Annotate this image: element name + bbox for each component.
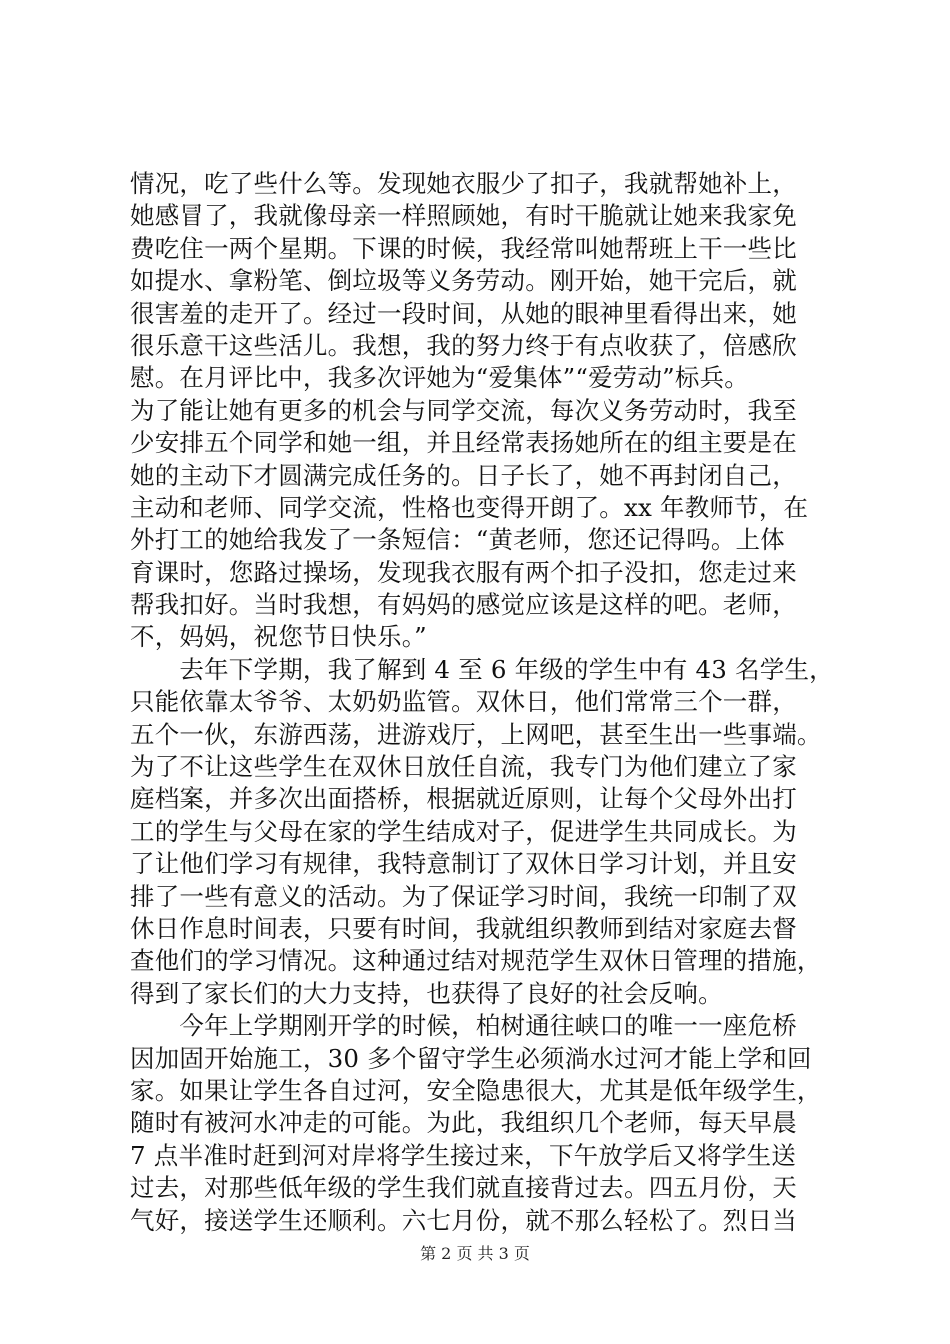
text-line: 因加固开始施工，30 多个留守学生必须淌水过河才能上学和回 bbox=[130, 1043, 812, 1073]
text-line: 查他们的学习情况。这种通过结对规范学生双休日管理的措施， bbox=[130, 946, 822, 976]
text-line: 帮我扣好。当时我想，有妈妈的感觉应该是这样的吧。老师， bbox=[130, 590, 797, 620]
text-line: 主动和老师、同学交流，性格也变得开朗了。xx 年教师节，在 bbox=[130, 492, 809, 522]
text-line: 家。如果让学生各自过河，安全隐患很大，尤其是低年级学生， bbox=[130, 1075, 822, 1105]
text-line: 休日作息时间表，只要有时间，我就组织教师到结对家庭去督 bbox=[130, 913, 797, 943]
text-line: 不，妈妈，祝您节日快乐。” bbox=[130, 622, 427, 652]
text-line: 她感冒了，我就像母亲一样照顾她，有时干脆就让她来我家免 bbox=[130, 201, 797, 231]
text-line: 7 点半准时赶到河对岸将学生接过来，下午放学后又将学生送 bbox=[130, 1140, 796, 1170]
text-line: 随时有被河水冲走的可能。为此，我组织几个老师，每天早晨 bbox=[130, 1108, 797, 1138]
text-line: 为了不让这些学生在双休日放任自流，我专门为他们建立了家 bbox=[130, 752, 797, 782]
text-line: 只能依靠太爷爷、太奶奶监管。双休日，他们常常三个一群， bbox=[130, 687, 797, 717]
text-line: 排了一些有意义的活动。为了保证学习时间，我统一印制了双 bbox=[130, 881, 797, 911]
text-line: 工的学生与父母在家的学生结成对子，促进学生共同成长。为 bbox=[130, 816, 797, 846]
text-line: 为了能让她有更多的机会与同学交流，每次义务劳动时，我至 bbox=[130, 395, 797, 425]
text-line: 慰。在月评比中，我多次评她为“爱集体”“爱劳动”标兵。 bbox=[130, 363, 749, 393]
text-line: 很害羞的走开了。经过一段时间，从她的眼神里看得出来，她 bbox=[130, 298, 797, 328]
text-line: 外打工的她给我发了一条短信：“黄老师，您还记得吗。上体 bbox=[130, 525, 785, 555]
text-line: 费吃住一两个星期。下课的时候，我经常叫她帮班上干一些比 bbox=[130, 233, 797, 263]
text-line: 过去，对那些低年级的学生我们就直接背过去。四五月份，天 bbox=[130, 1173, 797, 1203]
text-line: 情况，吃了些什么等。发现她衣服少了扣子，我就帮她补上， bbox=[130, 169, 797, 198]
text-line: 很乐意干这些活儿。我想，我的努力终于有点收获了，倍感欣 bbox=[130, 330, 797, 360]
text-line: 去年下学期，我了解到 4 至 6 年级的学生中有 43 名学生， bbox=[130, 654, 834, 684]
text-line: 少安排五个同学和她一组，并且经常表扬她所在的组主要是在 bbox=[130, 428, 797, 458]
text-line: 如提水、拿粉笔、倒垃圾等义务劳动。刚开始，她干完后，就 bbox=[130, 266, 797, 296]
text-line: 庭档案，并多次出面搭桥，根据就近原则，让每个父母外出打 bbox=[130, 784, 797, 814]
text-line: 今年上学期刚开学的时候，柏树通往峡口的唯一一座危桥 bbox=[130, 1011, 797, 1041]
text-line: 气好，接送学生还顺利。六七月份，就不那么轻松了。烈日当 bbox=[130, 1205, 797, 1235]
text-line: 五个一伙，东游西荡，进游戏厅，上网吧，甚至生出一些事端。 bbox=[130, 719, 822, 749]
text-line: 她的主动下才圆满完成任务的。日子长了，她不再封闭自己， bbox=[130, 460, 797, 490]
page-number-footer: 第 2 页 共 3 页 bbox=[420, 1244, 530, 1263]
text-line: 了让他们学习有规律，我特意制订了双休日学习计划，并且安 bbox=[130, 849, 797, 879]
text-line: 育课时，您路过操场，发现我衣服有两个扣子没扣，您走过来 bbox=[130, 557, 797, 587]
body-text bbox=[130, 168, 834, 1237]
text-line: 得到了家长们的大力支持，也获得了良好的社会反响。 bbox=[130, 978, 723, 1008]
